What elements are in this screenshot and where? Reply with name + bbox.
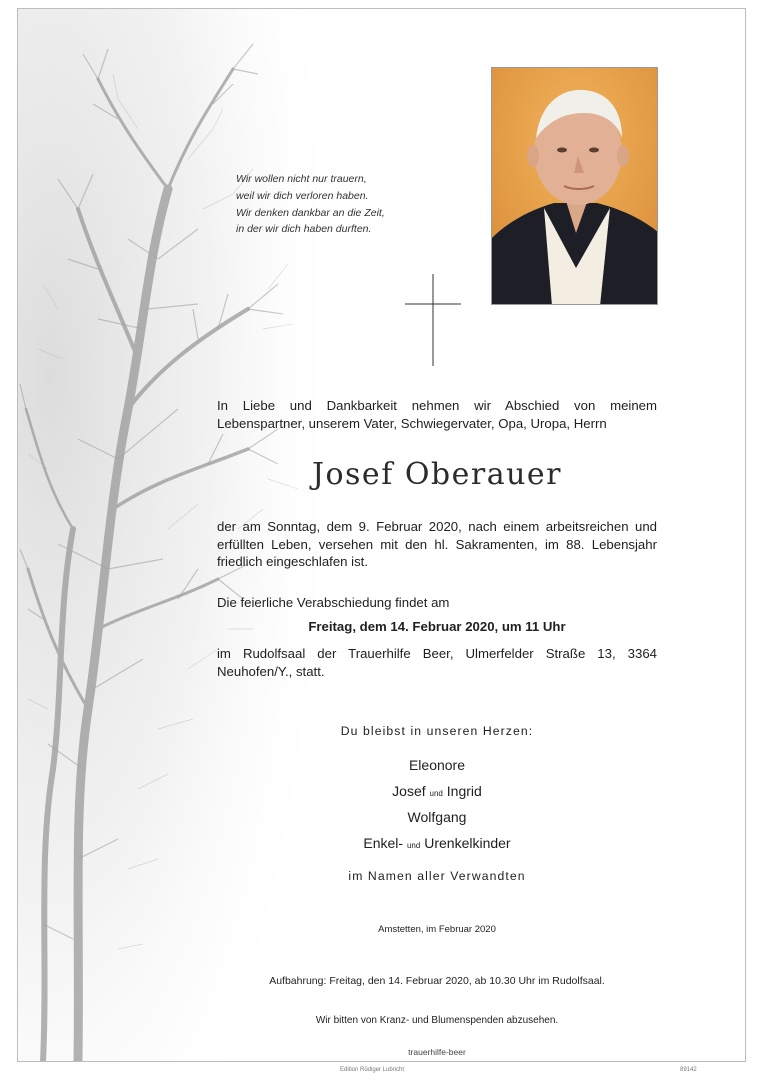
- family-conjunction: und: [429, 789, 443, 798]
- remember-heading: Du bleibst in unseren Herzen:: [340, 724, 534, 738]
- intro-text: In Liebe und Dankbarkeit nehmen wir Abschied von meinem Lebenspartner, unserem Vater, Schwiegervater, Opa, Uropa, Herrn: [217, 398, 657, 431]
- portrait-photo: [491, 67, 658, 305]
- family-line: [217, 783, 657, 799]
- edition-credit: Edition Rüdiger Lubricht: [340, 1067, 405, 1073]
- family-name: Wolfgang: [407, 809, 467, 825]
- family-name: Josef: [392, 783, 426, 799]
- flower-request: Wir bitten von Kranz- und Blumenspenden abzusehen.: [315, 1015, 559, 1026]
- funeral-home: trauerhilfe-beer: [408, 1047, 466, 1057]
- quote-line: weil wir dich verloren haben.: [236, 189, 369, 202]
- template-code: 89142: [680, 1067, 697, 1073]
- family-name: Enkel-: [363, 835, 404, 851]
- family-line: [217, 835, 657, 851]
- cross-icon: [405, 274, 461, 366]
- memorial-quote: [236, 171, 436, 238]
- family-conjunction: und: [406, 841, 421, 850]
- viewing-info: Aufbahrung: Freitag, den 14. Februar 2020, ab 10.30 Uhr im Rudolfsaal.: [269, 975, 605, 987]
- place-date: Amstetten, im Februar 2020: [378, 924, 496, 935]
- ceremony-intro: Die feierliche Verabschiedung findet am: [217, 595, 450, 610]
- ceremony-date: Freitag, dem 14. Februar 2020, um 11 Uhr: [308, 619, 566, 634]
- ceremony-location: im Rudolfsaal der Trauerhilfe Beer, Ulmerfelder Straße 13, 3364 Neuhofen/Y., statt.: [217, 646, 657, 679]
- quote-line: in der wir dich haben durften.: [236, 223, 372, 236]
- family-name: Eleonore: [408, 757, 466, 773]
- family-line: [217, 757, 657, 773]
- relatives-line: im Namen aller Verwandten: [348, 869, 526, 883]
- quote-line: Wir wollen nicht nur trauern,: [236, 173, 367, 185]
- passing-text: der am Sonntag, dem 9. Februar 2020, nach einem arbeitsreichen und erfüllten Leben, versehen mit den hl. Sakramenten, im 88. Lebensjahr friedlich eingeschlafen ist.: [217, 519, 657, 569]
- family-name: Urenkelkinder: [424, 835, 511, 851]
- quote-line: Wir denken dankbar an die Zeit,: [236, 206, 385, 219]
- deceased-name: Josef Oberauer: [311, 457, 563, 492]
- family-line: [217, 809, 657, 825]
- family-name: Ingrid: [446, 783, 482, 799]
